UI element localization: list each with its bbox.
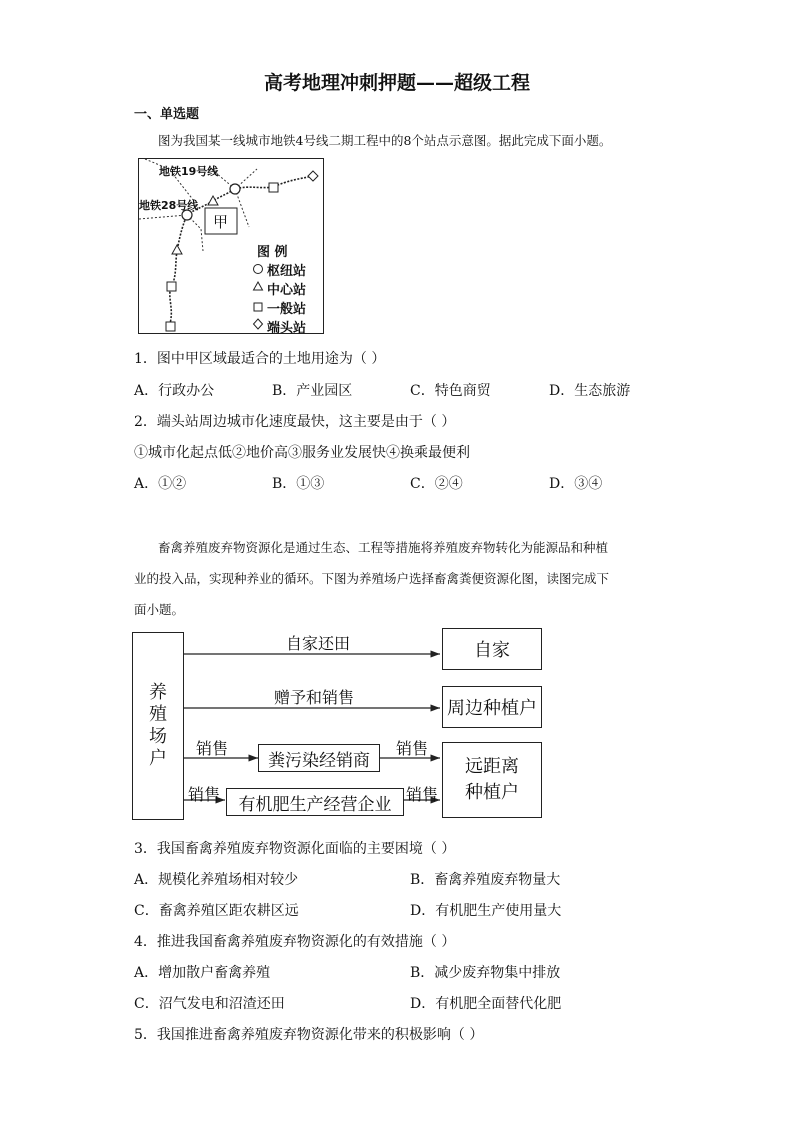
- label-sale-2: 销售: [396, 739, 429, 758]
- line-28-branch: [187, 215, 203, 251]
- question-2-stem: 2．端头站周边城市化速度最快，这主要是由于（ ）: [134, 414, 456, 430]
- label-sale-3: 销售: [188, 785, 221, 804]
- q1-option-a: A．行政办公: [134, 383, 215, 399]
- legend-terminal-label: 端头站: [267, 321, 307, 336]
- q2-option-c: C．②④: [410, 476, 463, 492]
- regular-station-icon: [166, 322, 175, 331]
- line-28-path: [139, 215, 187, 219]
- distant-growers-label: 远距离种植户: [465, 756, 519, 803]
- question-1-stem: 1．图中甲区域最适合的土地用途为（ ）: [134, 351, 386, 367]
- q1-option-c: C．特色商贸: [410, 383, 491, 399]
- q2-option-b: B．①③: [272, 476, 325, 492]
- q4-option-d: D．有机肥全面替代化肥: [410, 996, 562, 1012]
- q4-option-c: C．沼气发电和沼渣还田: [134, 996, 285, 1012]
- q2-option-a: A．①②: [134, 476, 187, 492]
- section-heading: 一、单选题: [134, 107, 200, 122]
- center-station-icon: [208, 196, 218, 205]
- diamond-icon: [254, 319, 263, 329]
- manure-flow-diagram: [132, 628, 546, 824]
- intro-text-1: 图为我国某一线城市地铁4号线二期工程中的8个站点示意图。据此完成下面小题。: [158, 133, 612, 148]
- line-19-label: 地铁19号线: [159, 165, 219, 178]
- manure-dealer-box: 粪污染经销商: [258, 744, 380, 772]
- fertilizer-enterprise-box: 有机肥生产经营企业: [226, 788, 404, 816]
- q3-option-b: B．畜禽养殖废弃物量大: [410, 872, 561, 888]
- terminal-station-icon: [308, 171, 318, 181]
- q4-option-a: A．增加散户畜禽养殖: [134, 965, 271, 981]
- self-box: 自家: [442, 628, 542, 670]
- q4-option-b: B．减少废弃物集中排放: [410, 965, 561, 981]
- center-station-icon: [172, 245, 182, 254]
- regular-station-icon: [167, 282, 176, 291]
- legend-center-label: 中心站: [267, 283, 307, 298]
- subway-map-figure: [138, 158, 324, 334]
- question-5-stem: 5．我国推进畜禽养殖废弃物资源化带来的积极影响（ ）: [134, 1027, 484, 1043]
- label-self-return: 自家还田: [286, 634, 351, 653]
- breeding-farm-box: [132, 632, 184, 820]
- hub-station-icon: [230, 184, 240, 194]
- label-sale-4: 销售: [406, 785, 439, 804]
- regular-station-icon: [269, 183, 278, 192]
- q1-option-d: D．生态旅游: [549, 383, 631, 399]
- breeding-farm-label: 养殖场户: [149, 682, 167, 769]
- square-icon: [254, 303, 262, 311]
- label-gift-sale: 赠予和销售: [274, 688, 355, 707]
- legend-hub-label: 枢纽站: [267, 264, 307, 279]
- intro-text-2-line-3: 面小题。: [134, 602, 185, 617]
- line-28-label: 地铁28号线: [139, 199, 199, 212]
- intro-text-2-line-1: 畜禽养殖废弃物资源化是通过生态、工程等措施将养殖废弃物转化为能源品和种植: [158, 540, 609, 555]
- q1-option-b: B．产业园区: [272, 383, 353, 399]
- area-jia-label: 甲: [213, 213, 229, 231]
- triangle-icon: [254, 282, 263, 290]
- q3-option-d: D．有机肥生产使用量大: [410, 903, 562, 919]
- distant-growers-box: [442, 742, 542, 818]
- q3-option-c: C．畜禽养殖区距农耕区远: [134, 903, 299, 919]
- question-2-sub: ①城市化起点低②地价高③服务业发展快④换乘最便利: [134, 445, 470, 461]
- nearby-growers-box: 周边种植户: [442, 686, 542, 728]
- legend-regular-label: 一般站: [267, 302, 307, 317]
- page-title: 高考地理冲刺押题——超级工程: [263, 72, 530, 94]
- q3-option-a: A．规模化养殖场相对较少: [134, 872, 299, 888]
- q2-option-d: D．③④: [549, 476, 603, 492]
- question-3-stem: 3．我国畜禽养殖废弃物资源化面临的主要困境（ ）: [134, 841, 456, 857]
- label-sale-1: 销售: [196, 739, 229, 758]
- intro-text-2-line-2: 业的投入品，实现种养业的循环。下图为养殖场户选择畜禽粪便资源化图，读图完成下: [134, 571, 610, 586]
- circle-icon: [254, 265, 263, 274]
- legend-title: 图 例: [257, 245, 288, 260]
- question-4-stem: 4．推进我国畜禽养殖废弃物资源化的有效措施（ ）: [134, 934, 456, 950]
